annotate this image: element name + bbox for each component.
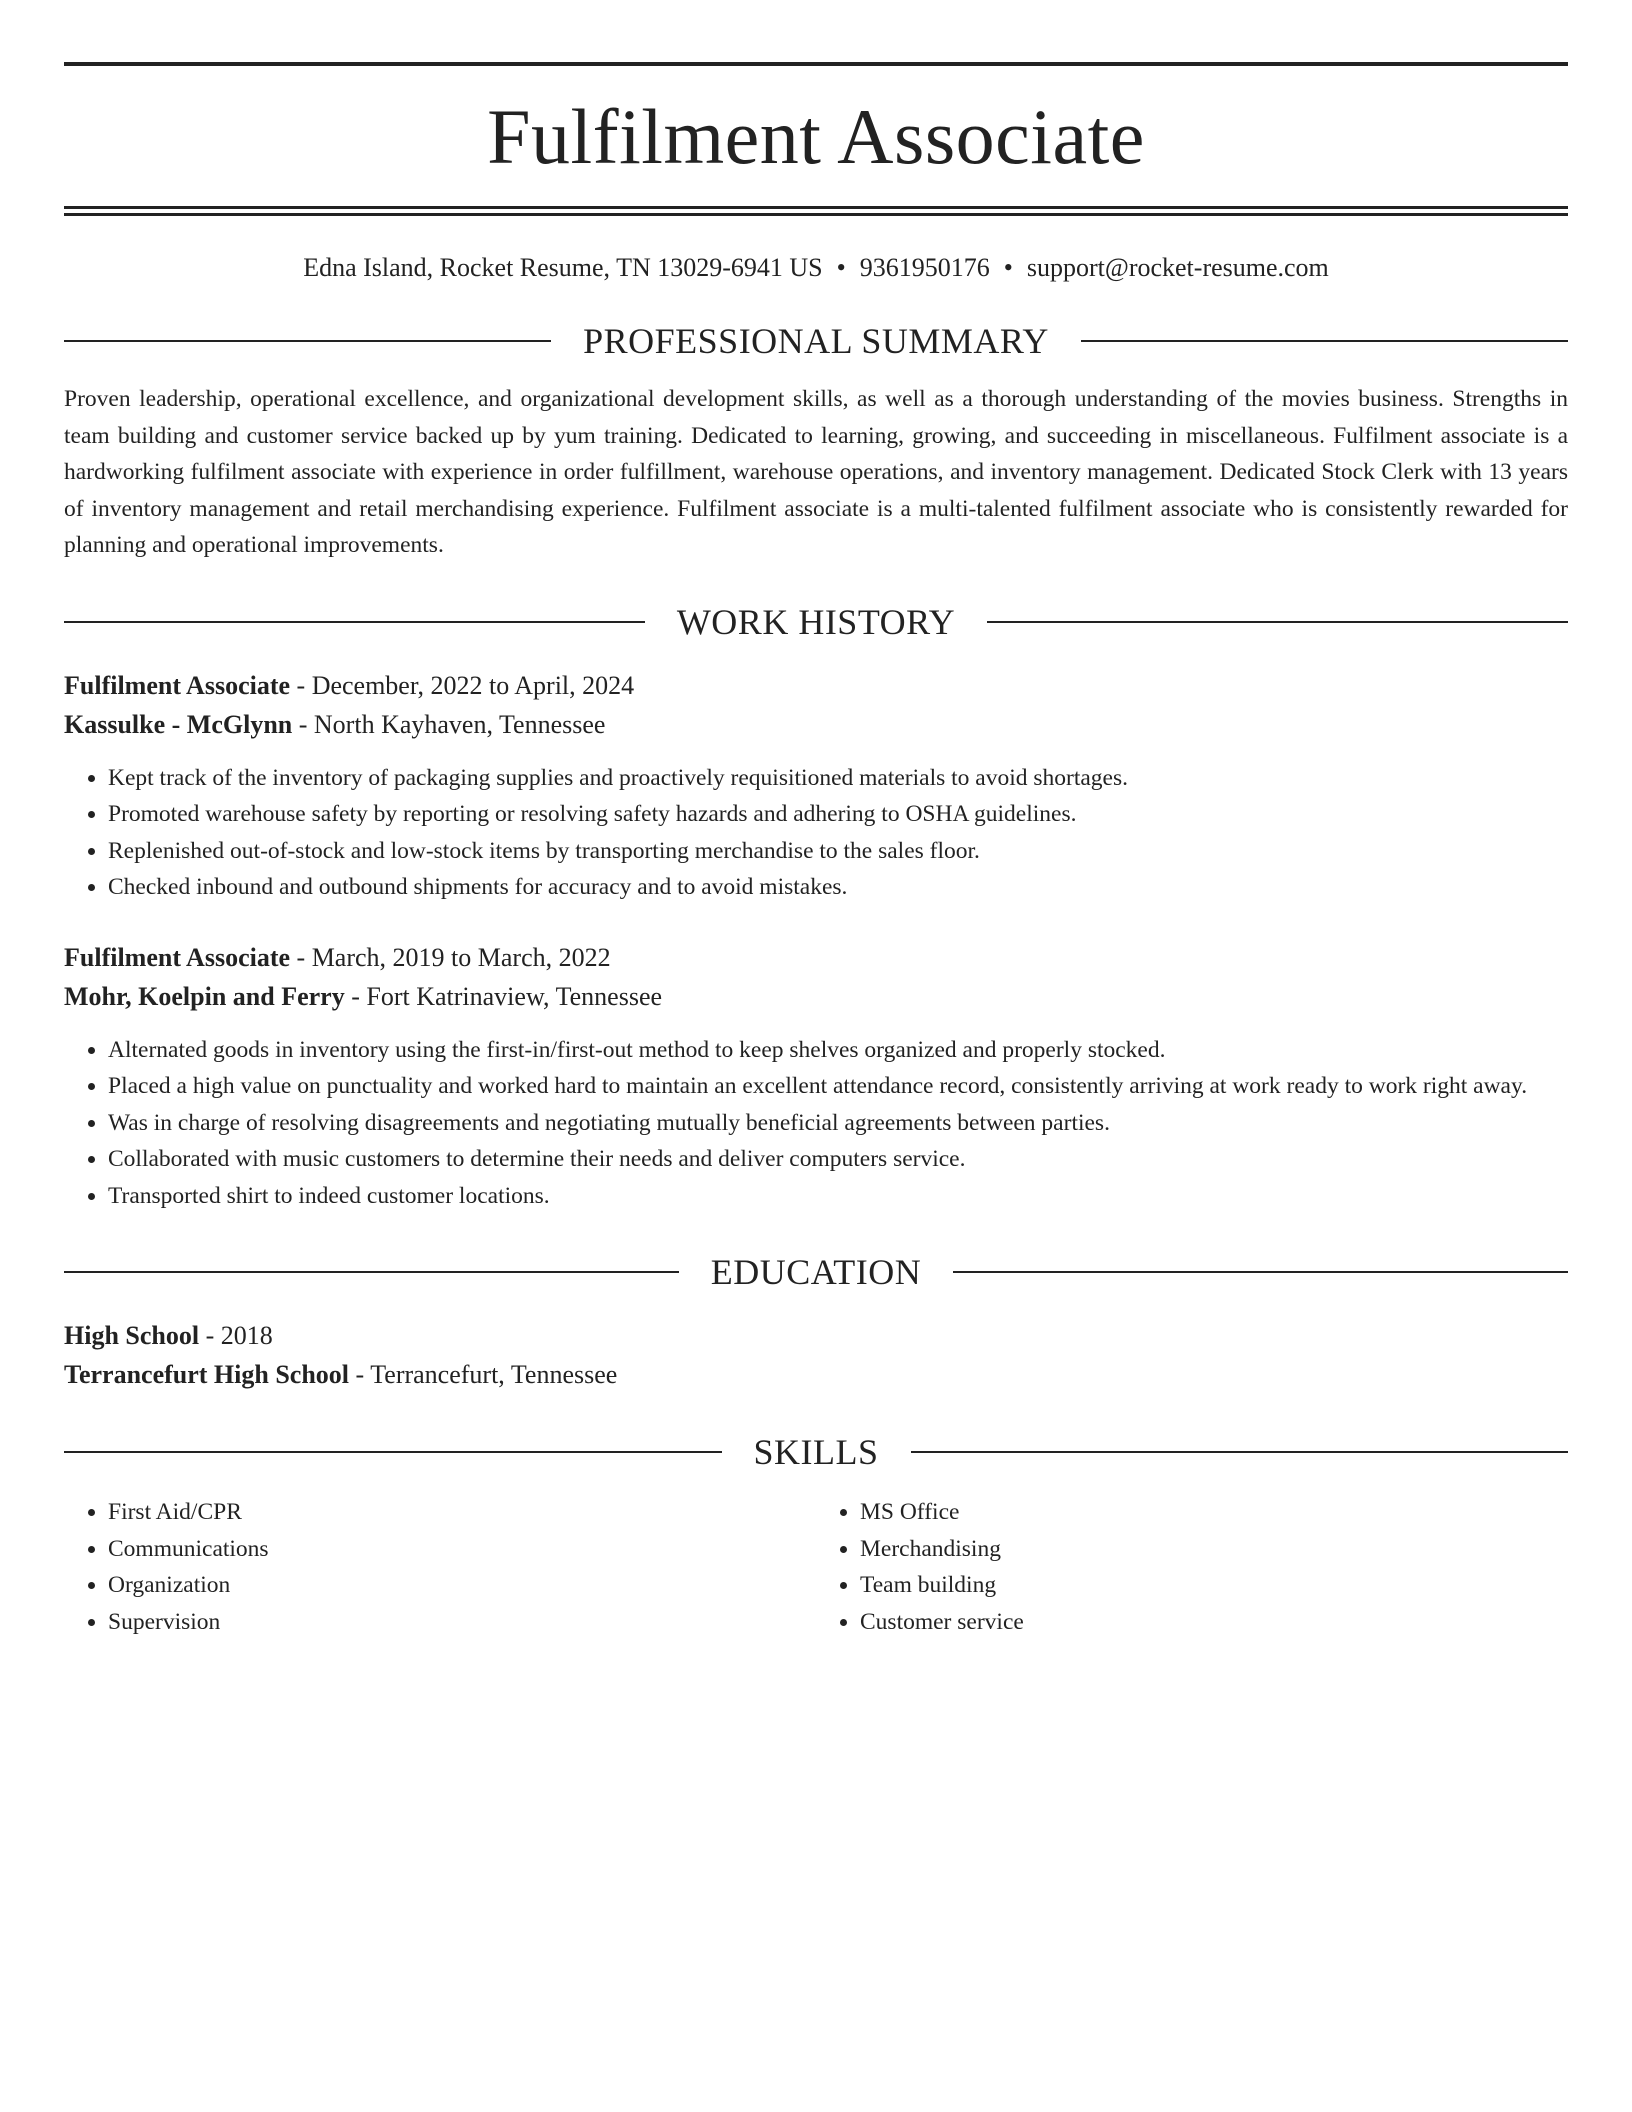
- job-company-line: [64, 705, 1568, 744]
- heading-rule-right: [987, 621, 1568, 623]
- heading-rule-left: [64, 1451, 722, 1453]
- contact-separator: •: [836, 253, 846, 282]
- work-history-title: WORK HISTORY: [676, 601, 956, 642]
- job-bullet: • Collaborated with music customers to determine their needs and deliver computers service.: [108, 1141, 1568, 1178]
- job-bullet: • Checked inbound and outbound shipments for accuracy and to avoid mistakes.: [108, 869, 1568, 906]
- contact-address: Edna Island, Rocket Resume, TN 13029-6941 US: [303, 253, 823, 282]
- education-location: - Terrancefurt, Tennessee: [349, 1360, 618, 1390]
- double-rule: [64, 206, 1568, 216]
- job-bullet: • Placed a high value on punctuality and worked hard to maintain an excellent attendance record, consistently arriving at work ready to work right away.: [108, 1068, 1568, 1105]
- skill-item: • First Aid/CPR: [108, 1494, 816, 1531]
- job-bullet: • Kept track of the inventory of packaging supplies and proactively requisitioned materials to avoid shortages.: [108, 760, 1568, 797]
- contact-separator: •: [1003, 253, 1013, 282]
- job-bullet: • Alternated goods in inventory using the first-in/first-out method to keep shelves organized and properly stocked.: [108, 1032, 1568, 1069]
- job-location: - North Kayhaven, Tennessee: [292, 709, 606, 739]
- skill-item: • Merchandising: [860, 1531, 1568, 1568]
- heading-rule-left: [64, 621, 645, 623]
- job-title: Fulfilment Associate: [64, 942, 291, 972]
- skill-item: • Customer service: [860, 1604, 1568, 1641]
- job-company: Mohr, Koelpin and Ferry: [64, 981, 345, 1011]
- education-entry: [64, 1316, 1568, 1394]
- education-school-line: [64, 1355, 1568, 1394]
- education-year: - 2018: [199, 1321, 273, 1351]
- skills-title: SKILLS: [753, 1432, 879, 1473]
- job-bullets: [64, 760, 1568, 906]
- education-title: EDUCATION: [710, 1252, 922, 1293]
- skill-item: • Communications: [108, 1531, 816, 1568]
- skills-heading: [64, 1432, 1568, 1473]
- summary-heading: [64, 321, 1568, 362]
- contact-line: [64, 252, 1568, 283]
- job-title-line: [64, 938, 1568, 977]
- job-location: - Fort Katrinaview, Tennessee: [344, 981, 663, 1011]
- heading-rule-left: [64, 1271, 679, 1273]
- heading-rule-right: [911, 1451, 1569, 1453]
- job-bullet: • Was in charge of resolving disagreements and negotiating mutually beneficial agreements between parties.: [108, 1105, 1568, 1142]
- skill-item: • Organization: [108, 1567, 816, 1604]
- education-school: Terrancefurt High School: [64, 1360, 350, 1390]
- summary-title: PROFESSIONAL SUMMARY: [583, 321, 1049, 362]
- skill-item: • Supervision: [108, 1604, 816, 1641]
- job-title: Fulfilment Associate: [64, 670, 291, 700]
- candidate-name: Fulfilment Associate: [487, 93, 1145, 180]
- work-history-heading: [64, 601, 1568, 642]
- job-company-line: [64, 977, 1568, 1016]
- job-entry: [64, 666, 1568, 906]
- education-degree-line: [64, 1316, 1568, 1355]
- job-entry: [64, 938, 1568, 1215]
- heading-rule-right: [1081, 340, 1568, 342]
- job-bullet: • Replenished out-of-stock and low-stock items by transporting merchandise to the sales floor.: [108, 833, 1568, 870]
- top-rule: [64, 62, 1568, 66]
- contact-phone: 9361950176: [859, 253, 990, 282]
- skill-item: • Team building: [860, 1567, 1568, 1604]
- job-title-line: [64, 666, 1568, 705]
- contact-email: support@rocket-resume.com: [1026, 253, 1329, 282]
- job-bullet: • Promoted warehouse safety by reporting or resolving safety hazards and adhering to OSHA guidelines.: [108, 796, 1568, 833]
- heading-rule-left: [64, 340, 551, 342]
- job-bullets: [64, 1032, 1568, 1215]
- job-dates: - March, 2019 to March, 2022: [290, 942, 611, 972]
- skills-column-right: [816, 1494, 1568, 1640]
- job-company: Kassulke - McGlynn: [64, 709, 293, 739]
- summary-text: Proven leadership, operational excellence, and organizational development skills, as well as a thorough understanding of the movies business. Strengths in team building and customer service backed up by yum training. Dedicated to learning, growing, and succeeding in miscellaneous. Fulfilment associate is a hardworking fulfilment associate with experience in order fulfillment, warehouse operations, and inventory management. Dedicated Stock Clerk with 13 years of inventory management and retail merchandising experience. Fulfilment associate is a multi-talented fulfilment associate who is consistently rewarded for planning and operational improvements.: [64, 386, 1568, 559]
- heading-rule-right: [953, 1271, 1568, 1273]
- job-bullet: • Transported shirt to indeed customer locations.: [108, 1178, 1568, 1215]
- skill-item: • MS Office: [860, 1494, 1568, 1531]
- job-dates: - December, 2022 to April, 2024: [290, 670, 635, 700]
- skills-column-left: [64, 1494, 816, 1640]
- skills-list: [64, 1494, 1568, 1640]
- education-degree: High School: [64, 1321, 200, 1351]
- education-heading: [64, 1252, 1568, 1293]
